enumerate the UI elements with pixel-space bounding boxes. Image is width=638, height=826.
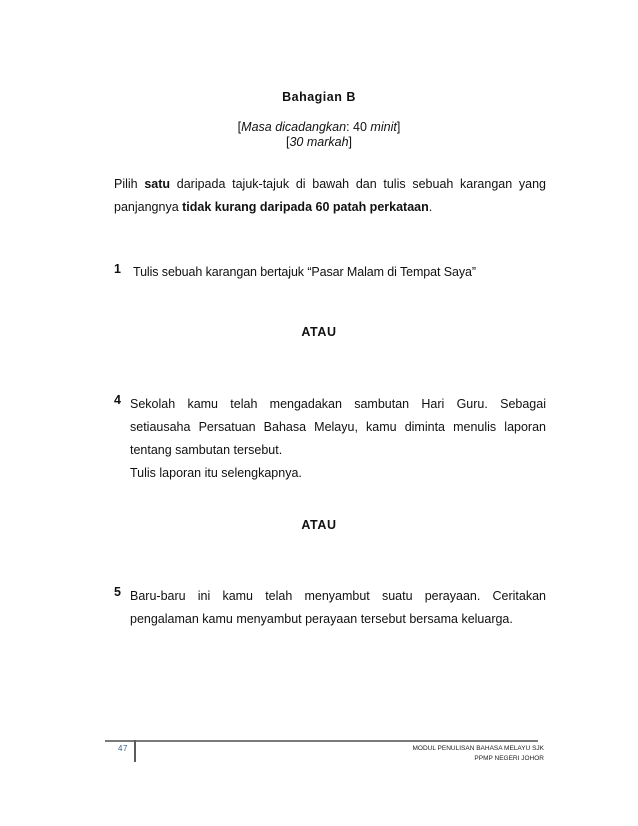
question-4	[114, 393, 546, 485]
page-number: 47	[118, 744, 128, 753]
instructions-emphasis: tidak kurang daripada 60 patah perkataan	[182, 200, 429, 214]
footer-module-publisher: PPMP NEGERI JOHOR	[474, 755, 544, 762]
footer-module-title: MODUL PENULISAN BAHASA MELAYU SJK	[412, 745, 544, 752]
marks-label: 30 markah	[289, 135, 349, 149]
question-line: Baru-baru ini kamu telah menyambut suatu perayaan. Ceritakan	[130, 589, 546, 603]
footer-module-label	[413, 744, 544, 764]
marks-bracket-close: ]	[348, 135, 353, 149]
instructions-emphasis: satu	[144, 177, 171, 191]
question-body	[130, 393, 546, 485]
question-body	[133, 262, 546, 282]
question-line: pengalaman kamu menyambut perayaan tersebut bersama keluarga.	[130, 612, 513, 626]
suggested-time	[0, 120, 638, 134]
instructions-line-2	[114, 196, 546, 219]
section-title: Bahagian B	[282, 90, 356, 104]
question-line: Sekolah kamu telah mengadakan sambutan Hari Guru. Sebagai	[130, 397, 546, 411]
question-line: tentang sambutan tersebut.	[130, 443, 283, 457]
time-unit: minit	[370, 120, 397, 134]
footer-separator	[134, 740, 136, 762]
divider-or: ATAU	[301, 325, 337, 339]
question-number: 5	[114, 585, 121, 599]
question-line: Tulis laporan itu selengkapnya.	[130, 466, 302, 480]
instructions-line-1	[114, 173, 546, 196]
divider-or: ATAU	[301, 518, 337, 532]
question-line: Tulis sebuah karangan bertajuk “Pasar Malam di Tempat Saya”	[133, 265, 476, 279]
question-line: setiausaha Persatuan Bahasa Melayu, kamu diminta menulis laporan	[130, 420, 546, 434]
instructions-paragraph	[114, 173, 546, 219]
instructions-text: Pilih	[114, 177, 145, 191]
instructions-text: .	[428, 200, 433, 214]
marks-bracket-open: [	[285, 135, 290, 149]
total-marks	[0, 135, 638, 149]
instructions-text: daripada tajuk-tajuk di bawah dan tulis sebuah karangan yang	[170, 177, 547, 191]
time-value: : 40	[346, 120, 371, 134]
time-bracket-open: [	[237, 120, 242, 134]
question-number: 1	[114, 262, 121, 276]
question-5	[114, 585, 546, 631]
footer-rule	[105, 740, 538, 742]
question-1	[114, 262, 546, 282]
question-body	[130, 585, 546, 631]
time-bracket-close: ]	[396, 120, 401, 134]
question-number: 4	[114, 393, 121, 407]
instructions-text: panjangnya	[114, 200, 183, 214]
time-label: Masa dicadangkan	[241, 120, 347, 134]
